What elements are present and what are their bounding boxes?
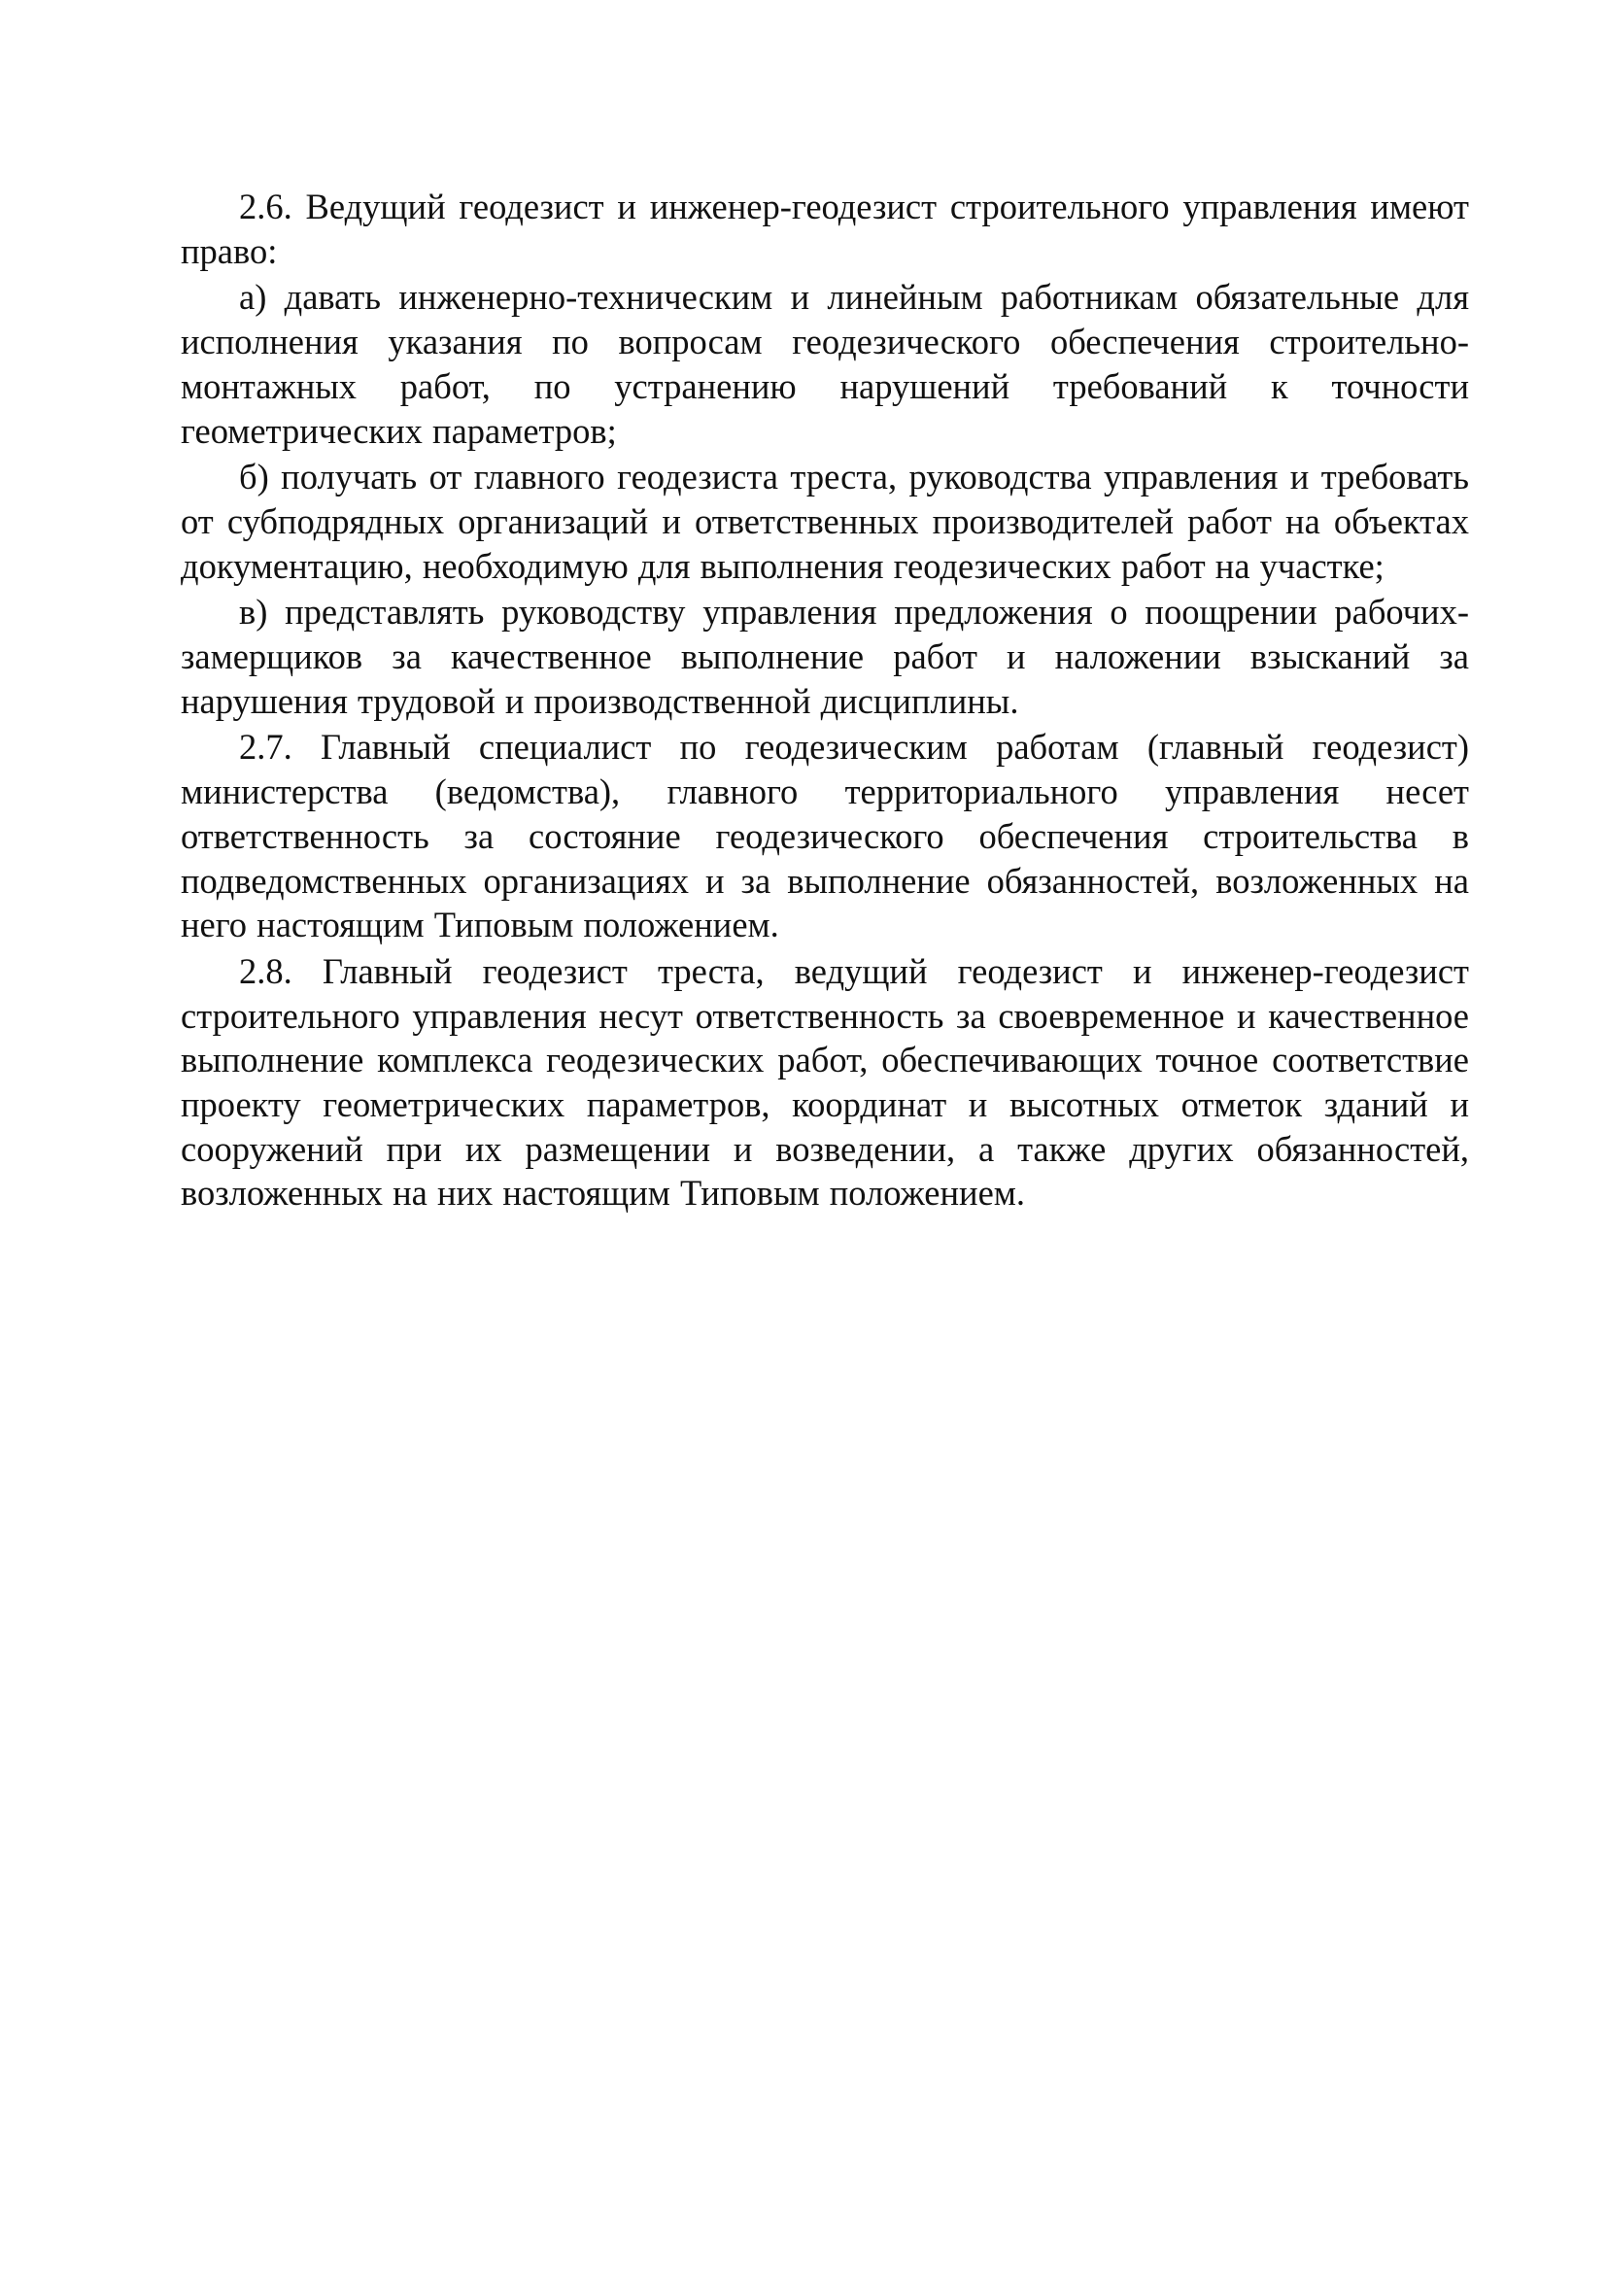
paragraph-2-7: 2.7. Главный специалист по геодезическим работам (главный геодезист) министерства (ведомства), главного территориального управления несет ответственность за состояние геодезического обеспечения строительства в подведомственных организациях и за выполнение обязанностей, возложенных на него настоящим Типовым положением. xyxy=(181,727,1469,945)
paragraph-2-6-b: б) получать от главного геодезиста треста, руководства управления и требовать от субподрядных организаций и ответственных производителей работ на объектах документацию, необходимую для выполнения геодезических работ на участке; xyxy=(181,457,1469,586)
paragraph-2-6-intro: 2.6. Ведущий геодезист и инженер-геодезист строительного управления имеют право: xyxy=(181,187,1469,271)
document-page xyxy=(181,185,1469,1217)
paragraph-2-6-a: а) давать инженерно-техническим и линейным работникам обязательные для исполнения указания по вопросам геодезического обеспечения строительно-монтажных работ, по устранению нарушений требований к точности геометрических параметров; xyxy=(181,277,1469,451)
paragraph-2-6-v: в) представлять руководству управления предложения о поощрении рабочих-замерщиков за качественное выполнение работ и наложении взысканий за нарушения трудовой и производственной дисциплины. xyxy=(181,592,1469,721)
paragraph-2-8: 2.8. Главный геодезист треста, ведущий геодезист и инженер-геодезист строительного управления несут ответственность за своевременное и качественное выполнение комплекса геодезических работ, обеспечивающих точное соответствие проекту геометрических параметров, координат и высотных отметок зданий и сооружений при их размещении и возведении, а также других обязанностей, возложенных на них настоящим Типовым положением. xyxy=(181,950,1469,1214)
